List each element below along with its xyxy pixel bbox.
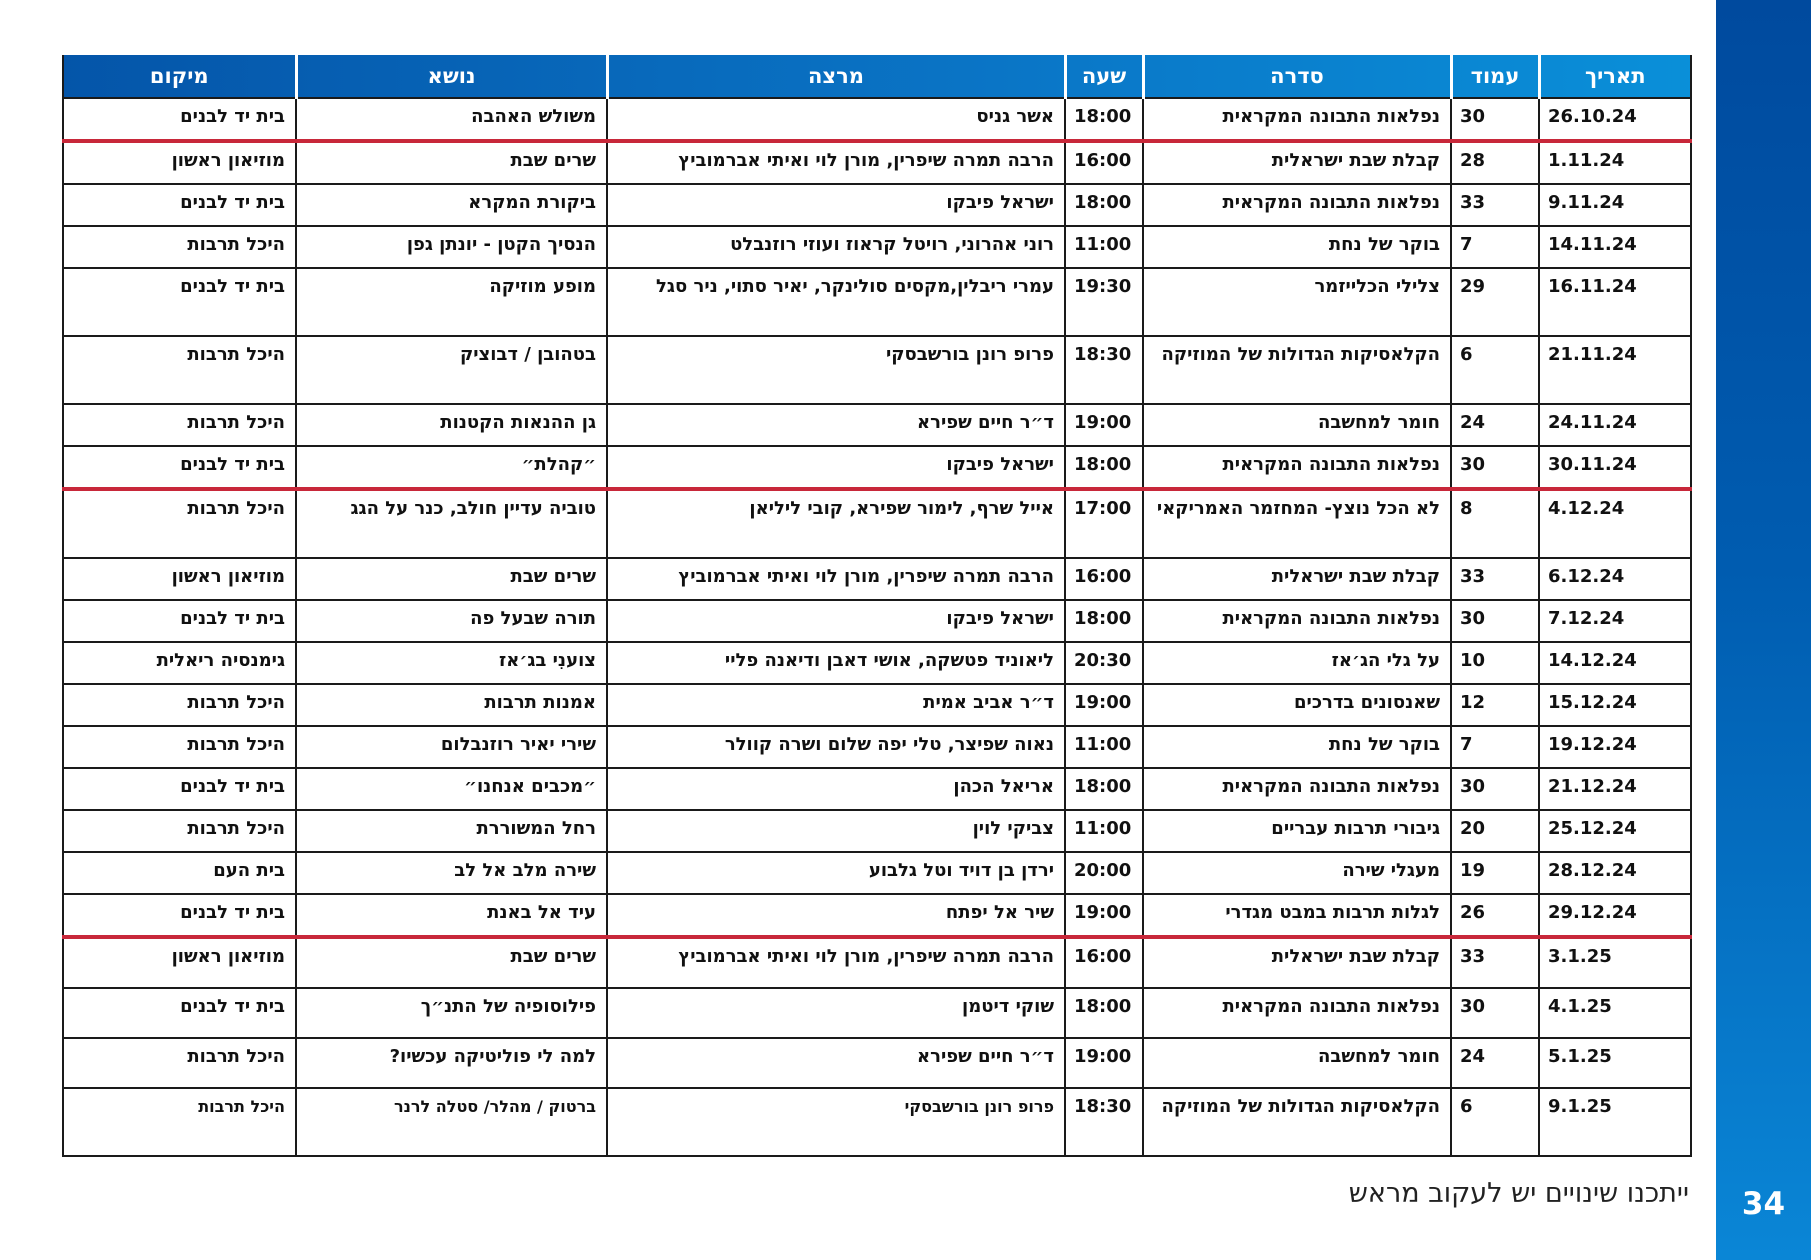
cell-page: 28 bbox=[1451, 141, 1539, 184]
cell-location: היכל תרבות bbox=[63, 810, 296, 852]
cell-series: נפלאות התבונה המקראית bbox=[1143, 98, 1451, 141]
cell-date: 28.12.24 bbox=[1539, 852, 1691, 894]
table-row bbox=[63, 684, 1691, 726]
footnote: ייתכנו שינויים יש לעקוב מראש bbox=[1348, 1178, 1689, 1209]
cell-series: על גלי הג׳אז bbox=[1143, 642, 1451, 684]
cell-series: הקלאסיקות הגדולות של המוזיקה bbox=[1143, 336, 1451, 404]
cell-lecturer: ד״ר אביב אמית bbox=[607, 684, 1065, 726]
cell-location: בית יד לבנים bbox=[63, 184, 296, 226]
cell-page: 24 bbox=[1451, 1038, 1539, 1088]
cell-date: 26.10.24 bbox=[1539, 98, 1691, 141]
cell-date: 19.12.24 bbox=[1539, 726, 1691, 768]
cell-series: בוקר של נחת bbox=[1143, 726, 1451, 768]
cell-series: חומר למחשבה bbox=[1143, 1038, 1451, 1088]
header-series: סדרה bbox=[1143, 55, 1451, 98]
cell-location: היכל תרבות bbox=[63, 726, 296, 768]
cell-time: 18:00 bbox=[1065, 768, 1143, 810]
cell-series: גיבורי תרבות עבריים bbox=[1143, 810, 1451, 852]
cell-lecturer: ישראל פיבקו bbox=[607, 446, 1065, 489]
cell-time: 18:00 bbox=[1065, 98, 1143, 141]
cell-location: בית יד לבנים bbox=[63, 988, 296, 1038]
cell-series: נפלאות התבונה המקראית bbox=[1143, 600, 1451, 642]
cell-page: 12 bbox=[1451, 684, 1539, 726]
cell-topic: שרים שבת bbox=[296, 141, 607, 184]
cell-topic: טוביה עדיין חולב, כנר על הגג bbox=[296, 489, 607, 558]
table-row bbox=[63, 810, 1691, 852]
cell-series: נפלאות התבונה המקראית bbox=[1143, 988, 1451, 1038]
cell-lecturer: ד״ר חיים שפירא bbox=[607, 404, 1065, 446]
cell-time: 18:00 bbox=[1065, 988, 1143, 1038]
cell-date: 25.12.24 bbox=[1539, 810, 1691, 852]
table-row bbox=[63, 489, 1691, 558]
cell-time: 19:00 bbox=[1065, 1038, 1143, 1088]
header-location: מיקום bbox=[63, 55, 296, 98]
cell-topic: מופע מוזיקה bbox=[296, 268, 607, 336]
cell-topic: גן ההנאות הקטנות bbox=[296, 404, 607, 446]
header-lecturer: מרצה bbox=[607, 55, 1065, 98]
cell-topic: שירי יאיר רוזנבלום bbox=[296, 726, 607, 768]
table-row bbox=[63, 226, 1691, 268]
cell-lecturer: שוקי דיטמן bbox=[607, 988, 1065, 1038]
cell-location: היכל תרבות bbox=[63, 336, 296, 404]
cell-series: צלילי הכלייזמר bbox=[1143, 268, 1451, 336]
table-row bbox=[63, 268, 1691, 336]
table-row bbox=[63, 184, 1691, 226]
cell-topic: עיד אל באנת bbox=[296, 894, 607, 937]
cell-series: חומר למחשבה bbox=[1143, 404, 1451, 446]
page-number: 34 bbox=[1741, 1186, 1786, 1222]
cell-topic: תורה שבעל פה bbox=[296, 600, 607, 642]
cell-date: 14.11.24 bbox=[1539, 226, 1691, 268]
table-row bbox=[63, 98, 1691, 141]
cell-location: גימנסיה ריאלית bbox=[63, 642, 296, 684]
cell-lecturer: ישראל פיבקו bbox=[607, 600, 1065, 642]
cell-time: 18:00 bbox=[1065, 184, 1143, 226]
cell-page: 10 bbox=[1451, 642, 1539, 684]
cell-time: 19:30 bbox=[1065, 268, 1143, 336]
cell-lecturer: הרבה תמרה שיפרין, מורן לוי ואיתי אברמוביץ bbox=[607, 937, 1065, 988]
cell-lecturer: אשר גניס bbox=[607, 98, 1065, 141]
cell-time: 18:30 bbox=[1065, 336, 1143, 404]
table-row bbox=[63, 988, 1691, 1038]
cell-time: 20:00 bbox=[1065, 852, 1143, 894]
cell-topic: למה לי פוליטיקה עכשיו? bbox=[296, 1038, 607, 1088]
cell-series: נפלאות התבונה המקראית bbox=[1143, 446, 1451, 489]
cell-topic: רחל המשוררת bbox=[296, 810, 607, 852]
cell-date: 14.12.24 bbox=[1539, 642, 1691, 684]
cell-page: 30 bbox=[1451, 98, 1539, 141]
cell-page: 29 bbox=[1451, 268, 1539, 336]
cell-page: 33 bbox=[1451, 937, 1539, 988]
cell-location: בית העם bbox=[63, 852, 296, 894]
cell-topic: ברטוק / מהלר/ סטלה לרנר bbox=[296, 1088, 607, 1156]
cell-series: קבלת שבת ישראלית bbox=[1143, 937, 1451, 988]
cell-series: מעגלי שירה bbox=[1143, 852, 1451, 894]
cell-time: 11:00 bbox=[1065, 726, 1143, 768]
cell-location: מוזיאון ראשון bbox=[63, 558, 296, 600]
cell-lecturer: הרבה תמרה שיפרין, מורן לוי ואיתי אברמוביץ bbox=[607, 141, 1065, 184]
cell-page: 30 bbox=[1451, 600, 1539, 642]
cell-lecturer: שיר אל יפתח bbox=[607, 894, 1065, 937]
cell-page: 19 bbox=[1451, 852, 1539, 894]
table-row bbox=[63, 726, 1691, 768]
cell-time: 17:00 bbox=[1065, 489, 1143, 558]
cell-location: היכל תרבות bbox=[63, 1038, 296, 1088]
cell-date: 7.12.24 bbox=[1539, 600, 1691, 642]
cell-date: 29.12.24 bbox=[1539, 894, 1691, 937]
table-row bbox=[63, 558, 1691, 600]
cell-date: 15.12.24 bbox=[1539, 684, 1691, 726]
table-row bbox=[63, 642, 1691, 684]
cell-page: 30 bbox=[1451, 446, 1539, 489]
cell-page: 30 bbox=[1451, 988, 1539, 1038]
cell-date: 16.11.24 bbox=[1539, 268, 1691, 336]
cell-location: היכל תרבות bbox=[63, 226, 296, 268]
table-row bbox=[63, 937, 1691, 988]
cell-location: בית יד לבנים bbox=[63, 268, 296, 336]
cell-time: 19:00 bbox=[1065, 404, 1143, 446]
cell-topic: ״מכבים אנחנו״ bbox=[296, 768, 607, 810]
cell-topic: אמנות תרבות bbox=[296, 684, 607, 726]
cell-topic: צוענִי בג׳אז bbox=[296, 642, 607, 684]
cell-time: 16:00 bbox=[1065, 141, 1143, 184]
cell-date: 3.1.25 bbox=[1539, 937, 1691, 988]
cell-series: בוקר של נחת bbox=[1143, 226, 1451, 268]
cell-lecturer: אייל שרף, לימור שפירא, קובי ליליאן bbox=[607, 489, 1065, 558]
cell-lecturer: עמרי ריבלין,מקסים סולינקר, יאיר סתוי, ניר סגל bbox=[607, 268, 1065, 336]
cell-page: 7 bbox=[1451, 226, 1539, 268]
cell-topic: בטהובן / דבוציק bbox=[296, 336, 607, 404]
cell-time: 20:30 bbox=[1065, 642, 1143, 684]
header-topic: נושא bbox=[296, 55, 607, 98]
cell-topic: ביקורת המקרא bbox=[296, 184, 607, 226]
cell-lecturer: ליאוניד פטשקה, אושי דאבן ודיאנה פליי bbox=[607, 642, 1065, 684]
cell-time: 19:00 bbox=[1065, 684, 1143, 726]
table-row bbox=[63, 1038, 1691, 1088]
cell-topic: משולש האהבה bbox=[296, 98, 607, 141]
cell-time: 18:00 bbox=[1065, 600, 1143, 642]
cell-date: 6.12.24 bbox=[1539, 558, 1691, 600]
cell-location: בית יד לבנים bbox=[63, 446, 296, 489]
cell-time: 16:00 bbox=[1065, 558, 1143, 600]
cell-series: לגלות תרבות במבט מגדרי bbox=[1143, 894, 1451, 937]
cell-lecturer: צביקי לוין bbox=[607, 810, 1065, 852]
cell-page: 26 bbox=[1451, 894, 1539, 937]
cell-topic: ״קהלת״ bbox=[296, 446, 607, 489]
cell-date: 4.1.25 bbox=[1539, 988, 1691, 1038]
cell-series: קבלת שבת ישראלית bbox=[1143, 141, 1451, 184]
cell-page: 30 bbox=[1451, 768, 1539, 810]
table-row bbox=[63, 768, 1691, 810]
cell-topic: שירה מלב אל לב bbox=[296, 852, 607, 894]
table-row bbox=[63, 894, 1691, 937]
cell-date: 4.12.24 bbox=[1539, 489, 1691, 558]
cell-date: 21.11.24 bbox=[1539, 336, 1691, 404]
cell-date: 9.11.24 bbox=[1539, 184, 1691, 226]
cell-time: 18:30 bbox=[1065, 1088, 1143, 1156]
cell-page: 7 bbox=[1451, 726, 1539, 768]
header-date: תאריך bbox=[1539, 55, 1691, 98]
schedule-table bbox=[62, 55, 1692, 1157]
cell-topic: פילוסופיה של התנ״ך bbox=[296, 988, 607, 1038]
cell-series: לא הכל נוצץ- המחזמר האמריקאי bbox=[1143, 489, 1451, 558]
cell-location: בית יד לבנים bbox=[63, 600, 296, 642]
cell-lecturer: רוני אהרוני, רויטל קראוז ועוזי רוזנבלט bbox=[607, 226, 1065, 268]
table-row bbox=[63, 446, 1691, 489]
cell-series: הקלאסיקות הגדולות של המוזיקה bbox=[1143, 1088, 1451, 1156]
cell-page: 6 bbox=[1451, 336, 1539, 404]
cell-time: 11:00 bbox=[1065, 226, 1143, 268]
cell-topic: שרים שבת bbox=[296, 937, 607, 988]
cell-date: 21.12.24 bbox=[1539, 768, 1691, 810]
cell-location: בית יד לבנים bbox=[63, 768, 296, 810]
cell-topic: הנסיך הקטן - יונתן גפן bbox=[296, 226, 607, 268]
cell-location: בית יד לבנים bbox=[63, 894, 296, 937]
table-row bbox=[63, 404, 1691, 446]
cell-series: קבלת שבת ישראלית bbox=[1143, 558, 1451, 600]
cell-location: היכל תרבות bbox=[63, 489, 296, 558]
cell-date: 30.11.24 bbox=[1539, 446, 1691, 489]
cell-page: 20 bbox=[1451, 810, 1539, 852]
cell-date: 5.1.25 bbox=[1539, 1038, 1691, 1088]
cell-time: 18:00 bbox=[1065, 446, 1143, 489]
cell-time: 11:00 bbox=[1065, 810, 1143, 852]
cell-lecturer: אריאל הכהן bbox=[607, 768, 1065, 810]
cell-lecturer: הרבה תמרה שיפרין, מורן לוי ואיתי אברמוביץ bbox=[607, 558, 1065, 600]
cell-series: נפלאות התבונה המקראית bbox=[1143, 184, 1451, 226]
header-time: שעה bbox=[1065, 55, 1143, 98]
cell-lecturer: ישראל פיבקו bbox=[607, 184, 1065, 226]
cell-date: 9.1.25 bbox=[1539, 1088, 1691, 1156]
cell-location: מוזיאון ראשון bbox=[63, 141, 296, 184]
cell-time: 19:00 bbox=[1065, 894, 1143, 937]
cell-lecturer: פרופ רונן בורשבסקי bbox=[607, 1088, 1065, 1156]
table-row bbox=[63, 600, 1691, 642]
table-row bbox=[63, 141, 1691, 184]
cell-lecturer: ד״ר חיים שפירא bbox=[607, 1038, 1065, 1088]
cell-page: 33 bbox=[1451, 558, 1539, 600]
header-row bbox=[63, 55, 1691, 98]
cell-lecturer: פרופ רונן בורשבסקי bbox=[607, 336, 1065, 404]
cell-lecturer: נאוה שפיצר, טלי יפה שלום ושרה קוולר bbox=[607, 726, 1065, 768]
cell-series: נפלאות התבונה המקראית bbox=[1143, 768, 1451, 810]
cell-series: שאנסונים בדרכים bbox=[1143, 684, 1451, 726]
cell-time: 16:00 bbox=[1065, 937, 1143, 988]
cell-location: מוזיאון ראשון bbox=[63, 937, 296, 988]
cell-page: 6 bbox=[1451, 1088, 1539, 1156]
cell-lecturer: ירדן בן דויד וטל גלבוע bbox=[607, 852, 1065, 894]
cell-location: בית יד לבנים bbox=[63, 98, 296, 141]
cell-page: 8 bbox=[1451, 489, 1539, 558]
cell-location: היכל תרבות bbox=[63, 404, 296, 446]
cell-date: 1.11.24 bbox=[1539, 141, 1691, 184]
cell-page: 33 bbox=[1451, 184, 1539, 226]
table-row bbox=[63, 852, 1691, 894]
page-side-band bbox=[1716, 0, 1811, 1260]
cell-date: 24.11.24 bbox=[1539, 404, 1691, 446]
cell-location: היכל תרבות bbox=[63, 684, 296, 726]
cell-page: 24 bbox=[1451, 404, 1539, 446]
header-page: עמוד bbox=[1451, 55, 1539, 98]
table-row bbox=[63, 1088, 1691, 1156]
cell-topic: שרים שבת bbox=[296, 558, 607, 600]
table-row bbox=[63, 336, 1691, 404]
cell-location: היכל תרבות bbox=[63, 1088, 296, 1156]
